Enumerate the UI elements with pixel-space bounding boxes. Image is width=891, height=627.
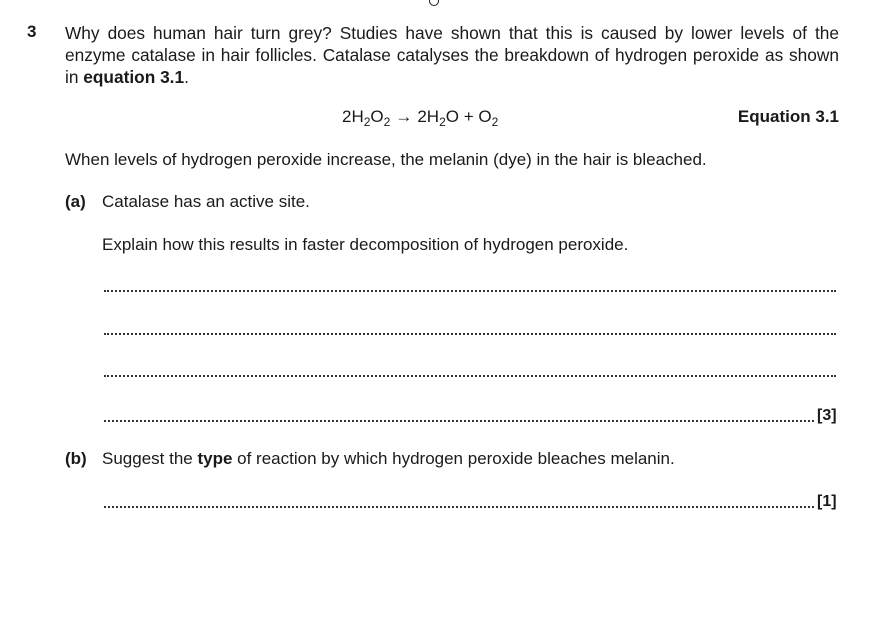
- question-intro: [65, 22, 839, 88]
- part-b-label: (b): [65, 449, 87, 468]
- eq-product-rest: O + O: [445, 107, 492, 126]
- intro-period: .: [184, 67, 189, 87]
- answer-line-b1[interactable]: [104, 506, 814, 508]
- part-b-marks: [1]: [817, 493, 837, 510]
- part-b-text-start: Suggest the: [102, 449, 198, 468]
- equation-label: Equation 3.1: [737, 107, 839, 126]
- answer-line-a4[interactable]: [104, 420, 814, 422]
- eq-reactant-h: 2H: [342, 107, 364, 126]
- eq-reactant-o: O: [370, 107, 384, 126]
- part-a-label: (a): [65, 192, 86, 211]
- eq-sub: 2: [439, 115, 446, 129]
- eq-sub: 2: [383, 115, 391, 129]
- part-b-text-end: of reaction by which hydrogen peroxide bleaches melanin.: [232, 449, 675, 468]
- part-a-marks: [3]: [817, 407, 837, 424]
- question-statement: When levels of hydrogen peroxide increase, the melanin (dye) in the hair is bleached.: [65, 150, 707, 169]
- part-b-text: [102, 449, 675, 469]
- part-a-text: Catalase has an active site.: [102, 192, 310, 211]
- part-b-text-bold: type: [197, 449, 233, 468]
- answer-line-a3[interactable]: [104, 375, 836, 377]
- answer-line-a2[interactable]: [104, 333, 836, 335]
- answer-line-a1[interactable]: [104, 290, 836, 292]
- eq-arrow: →: [395, 107, 413, 126]
- eq-sub: 2: [363, 115, 371, 129]
- part-a-instruction: Explain how this results in faster decomposition of hydrogen peroxide.: [102, 235, 629, 254]
- eq-product-h: 2H: [417, 107, 440, 126]
- intro-equation-ref: equation 3.1: [83, 67, 185, 87]
- intro-text: Why does human hair turn grey? Studies have shown that this is caused by lower levels of the enzyme catalase in hair follicles. Catalase catalyses the breakdown of hydrogen peroxide as shown in: [65, 23, 839, 87]
- eq-sub: 2: [491, 115, 499, 129]
- question-number: 3: [27, 22, 37, 41]
- page-number-marker: [429, 0, 439, 6]
- chemical-equation: [342, 107, 498, 127]
